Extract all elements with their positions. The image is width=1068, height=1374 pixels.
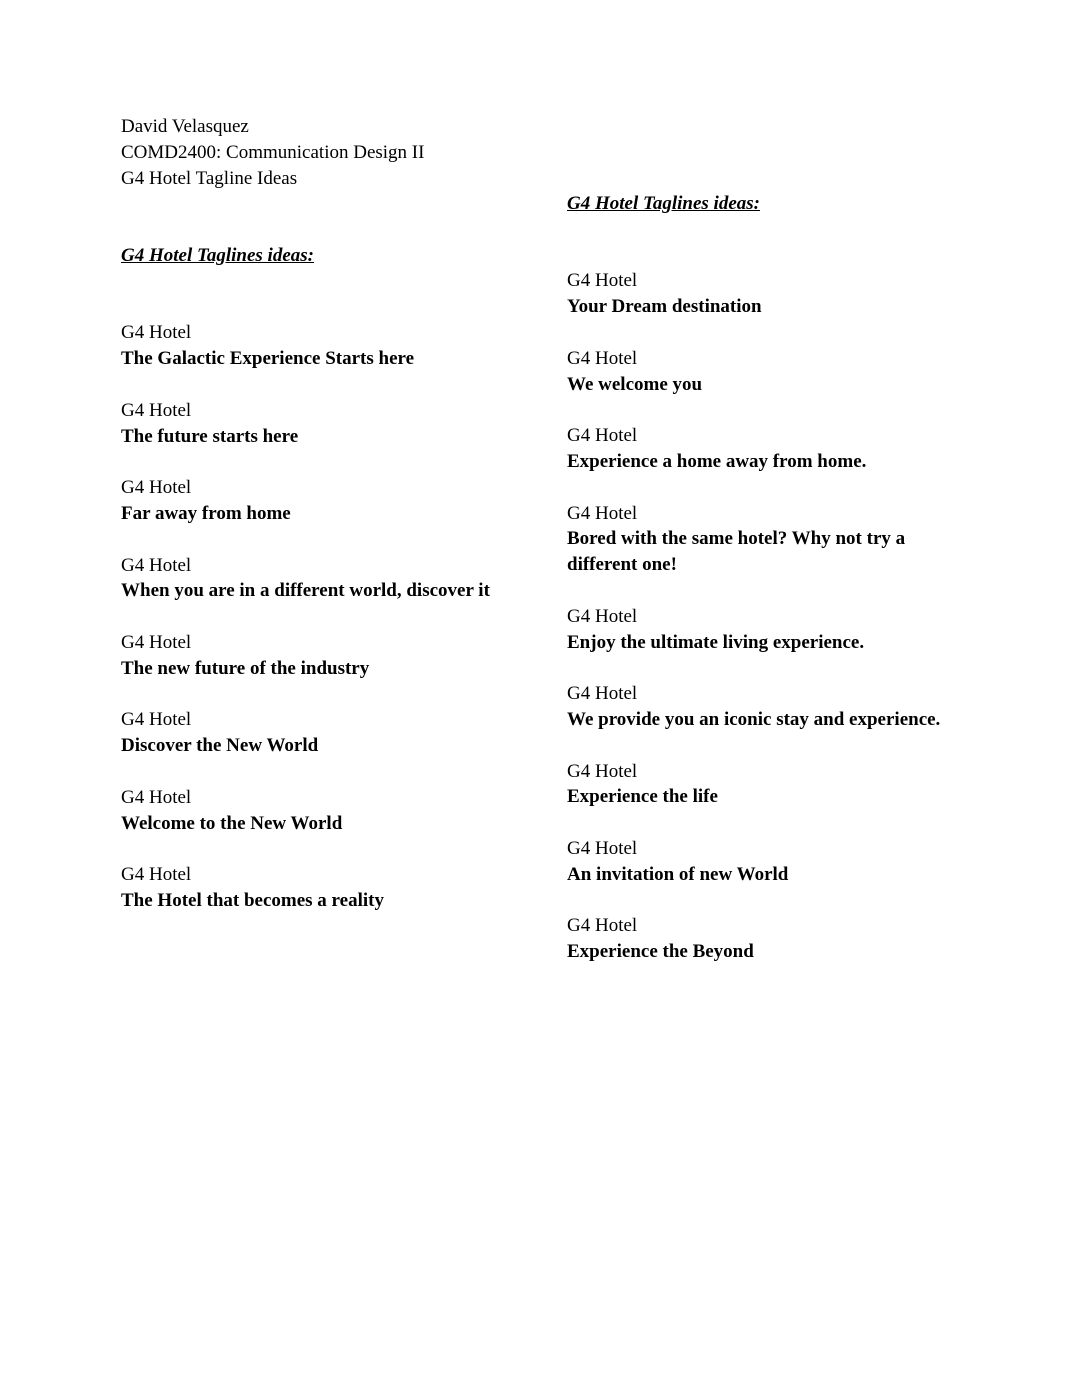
- brand-name: G4 Hotel: [121, 709, 192, 731]
- tagline-entry: [567, 913, 987, 965]
- tagline-entry: [121, 398, 541, 450]
- brand-name: G4 Hotel: [567, 915, 638, 937]
- brand-name: G4 Hotel: [567, 270, 638, 292]
- right-section-heading: G4 Hotel Taglines ideas:: [567, 193, 760, 214]
- tagline-entry: [567, 604, 987, 656]
- tagline-text: Welcome to the New World: [121, 812, 343, 834]
- tagline-text: We welcome you: [567, 373, 703, 395]
- right-column: [567, 191, 987, 965]
- tagline-entry: [121, 320, 541, 372]
- right-tagline-list: [567, 268, 987, 965]
- tagline-entry: [567, 423, 987, 475]
- tagline-text: Discover the New World: [121, 735, 319, 757]
- tagline-text: Enjoy the ultimate living experience.: [567, 631, 865, 653]
- brand-name: G4 Hotel: [567, 502, 638, 524]
- brand-name: G4 Hotel: [121, 322, 192, 344]
- tagline-text: Far away from home: [121, 502, 291, 524]
- tagline-entry: [121, 707, 541, 759]
- brand-name: G4 Hotel: [121, 786, 192, 808]
- tagline-entry: [567, 759, 987, 811]
- tagline-entry: [567, 681, 987, 733]
- tagline-text: We provide you an iconic stay and experience.: [567, 708, 941, 730]
- brand-name: G4 Hotel: [121, 554, 192, 576]
- brand-name: G4 Hotel: [567, 425, 638, 447]
- tagline-entry: [121, 630, 541, 682]
- tagline-entry: [567, 268, 987, 320]
- tagline-entry: [567, 836, 987, 888]
- document-title: G4 Hotel Tagline Ideas: [121, 167, 298, 189]
- tagline-text: The future starts here: [121, 425, 299, 447]
- tagline-text: The new future of the industry: [121, 657, 370, 679]
- brand-name: G4 Hotel: [121, 631, 192, 653]
- brand-name: G4 Hotel: [567, 605, 638, 627]
- tagline-entry: [121, 862, 541, 914]
- brand-name: G4 Hotel: [567, 683, 638, 705]
- brand-name: G4 Hotel: [567, 347, 638, 369]
- tagline-text: When you are in a different world, discover it: [121, 580, 490, 602]
- left-column: [121, 114, 541, 914]
- brand-name: G4 Hotel: [567, 760, 638, 782]
- brand-name: G4 Hotel: [121, 864, 192, 886]
- tagline-text: The Hotel that becomes a reality: [121, 889, 384, 911]
- tagline-entry: [567, 501, 987, 578]
- tagline-entry: [121, 785, 541, 837]
- left-section-heading: G4 Hotel Taglines ideas:: [121, 244, 314, 266]
- tagline-text: Experience the life: [567, 786, 718, 808]
- author-name: David Velasquez: [121, 116, 249, 137]
- tagline-text: Experience the Beyond: [567, 941, 754, 963]
- course-name: COMD2400: Communication Design II: [121, 141, 425, 163]
- tagline-entry: [567, 346, 987, 398]
- left-tagline-list: [121, 320, 541, 913]
- tagline-text: An invitation of new World: [567, 863, 789, 885]
- tagline-text: The Galactic Experience Starts here: [121, 348, 415, 370]
- brand-name: G4 Hotel: [121, 477, 192, 499]
- tagline-entry: [121, 475, 541, 527]
- brand-name: G4 Hotel: [121, 399, 192, 421]
- brand-name: G4 Hotel: [567, 837, 638, 859]
- tagline-text: Bored with the same hotel? Why not try a different one!: [567, 528, 906, 576]
- tagline-text: Experience a home away from home.: [567, 450, 867, 472]
- tagline-text: Your Dream destination: [567, 296, 762, 318]
- tagline-entry: [121, 553, 541, 605]
